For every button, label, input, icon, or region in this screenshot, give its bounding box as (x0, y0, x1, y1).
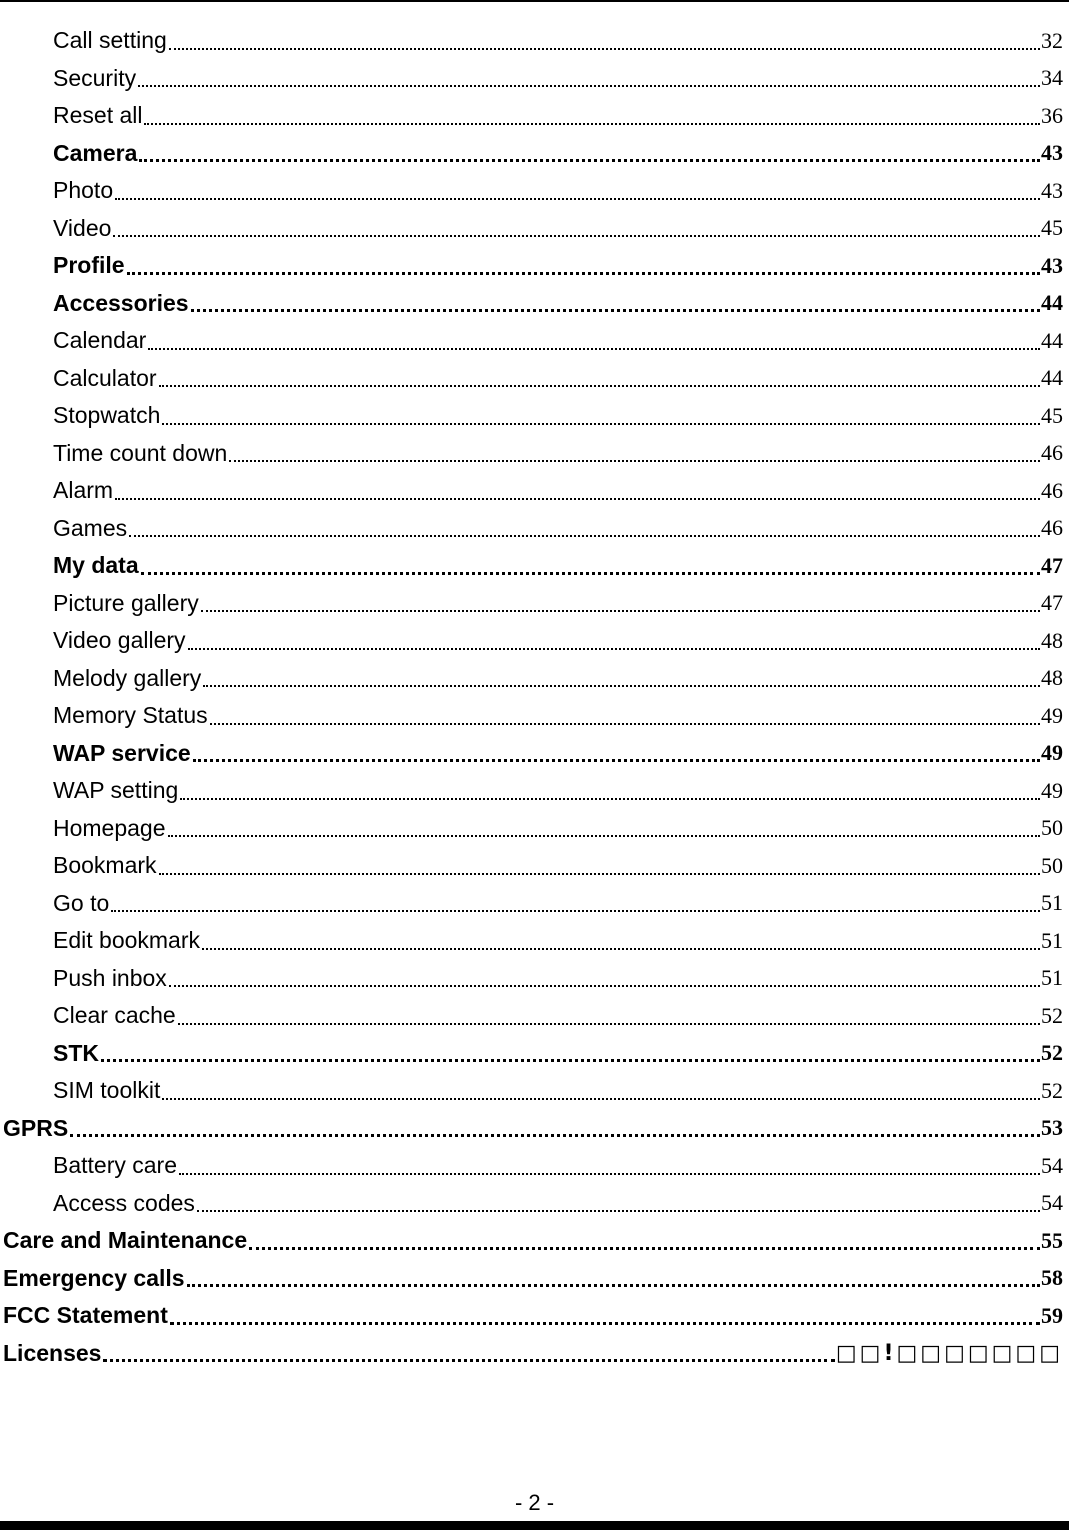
toc-entry[interactable] (0, 885, 1069, 923)
toc-entry[interactable] (0, 810, 1069, 848)
dot-leader (159, 385, 1040, 387)
toc-entry[interactable] (0, 247, 1069, 285)
toc-entry[interactable] (0, 472, 1069, 510)
dot-leader (115, 498, 1040, 500)
dot-leader (193, 759, 1040, 762)
toc-entry-label: STK (53, 1039, 99, 1066)
toc-entry-label: FCC Statement (3, 1302, 168, 1329)
toc-entry-label: Homepage (53, 814, 166, 841)
table-of-contents (0, 22, 1069, 1372)
toc-entry[interactable] (0, 1260, 1069, 1298)
dot-leader (178, 1023, 1040, 1025)
toc-entry-label: Time count down (53, 439, 228, 466)
toc-entry-label: Call setting (53, 27, 167, 54)
toc-entry-page-number: 44 (1041, 365, 1063, 391)
dot-leader (169, 48, 1040, 50)
dot-leader (249, 1247, 1040, 1250)
toc-entry[interactable] (0, 735, 1069, 773)
toc-entry-page-number: 54 (1041, 1190, 1063, 1216)
toc-entry-label: Licenses (3, 1339, 102, 1366)
dot-leader (159, 873, 1040, 875)
toc-entry[interactable] (0, 1222, 1069, 1260)
toc-entry-label: Video gallery (53, 627, 186, 654)
dot-leader (162, 423, 1040, 425)
toc-entry[interactable] (0, 922, 1069, 960)
toc-entry-page-number: 32 (1041, 27, 1063, 53)
toc-entry-label: Accessories (53, 289, 189, 316)
toc-entry-page-number: 51 (1041, 890, 1063, 916)
toc-entry-label: WAP setting (53, 777, 179, 804)
toc-entry[interactable] (0, 360, 1069, 398)
dot-leader (70, 1134, 1040, 1137)
dot-leader (170, 1322, 1040, 1325)
toc-entry-label: Reset all (53, 102, 143, 129)
toc-entry-label: Emergency calls (3, 1264, 185, 1291)
dot-leader (129, 535, 1040, 537)
toc-entry[interactable] (0, 172, 1069, 210)
dot-leader (197, 1210, 1040, 1212)
toc-entry-label: GPRS (3, 1114, 69, 1141)
toc-entry[interactable] (0, 622, 1069, 660)
toc-entry-page-number: 36 (1041, 102, 1063, 128)
toc-entry[interactable] (0, 322, 1069, 360)
toc-entry[interactable] (0, 1035, 1069, 1073)
dot-leader (169, 985, 1040, 987)
toc-entry-label: Access codes (53, 1189, 195, 1216)
bottom-rule (0, 1521, 1069, 1530)
toc-entry-label: Melody gallery (53, 664, 202, 691)
toc-entry-label: Video (53, 214, 112, 241)
toc-entry-page-number: 52 (1041, 1040, 1063, 1066)
toc-entry-label: Calculator (53, 364, 157, 391)
toc-entry-page-number: 46 (1041, 515, 1063, 541)
dot-leader (210, 723, 1040, 725)
toc-entry-label: Picture gallery (53, 589, 199, 616)
toc-entry-label: My data (53, 552, 139, 579)
toc-entry-page-number: 44 (1041, 327, 1063, 353)
toc-entry[interactable] (0, 210, 1069, 248)
toc-entry-page-number: 47 (1041, 552, 1063, 578)
toc-entry-page-number: 34 (1041, 65, 1063, 91)
toc-entry[interactable] (0, 585, 1069, 623)
dot-leader (168, 835, 1040, 837)
toc-entry-page-number: 49 (1041, 740, 1063, 766)
toc-entry-page-number: 46 (1041, 477, 1063, 503)
toc-entry-label: Profile (53, 252, 125, 279)
toc-entry[interactable] (0, 1147, 1069, 1185)
dot-leader (180, 798, 1040, 800)
dot-leader (113, 235, 1040, 237)
toc-entry-page-number: 52 (1041, 1002, 1063, 1028)
toc-entry[interactable] (0, 1072, 1069, 1110)
toc-entry-label: Security (53, 64, 137, 91)
toc-entry-page-number: 53 (1041, 1115, 1063, 1141)
toc-entry-label: Camera (53, 139, 138, 166)
toc-entry-label: Edit bookmark (53, 927, 201, 954)
toc-entry-page-number: 47 (1041, 590, 1063, 616)
toc-entry-page-number: 49 (1041, 777, 1063, 803)
toc-entry[interactable] (0, 1185, 1069, 1223)
toc-entry-page-number: 43 (1041, 140, 1063, 166)
dot-leader (127, 272, 1040, 275)
toc-entry-page-number: 45 (1041, 215, 1063, 241)
toc-entry-page-number: □□!□□□□□□□ (835, 1340, 1063, 1366)
toc-entry[interactable] (0, 510, 1069, 548)
toc-entry-label: Clear cache (53, 1002, 176, 1029)
dot-leader (148, 348, 1040, 350)
toc-entry[interactable] (0, 547, 1069, 585)
dot-leader (203, 685, 1040, 687)
dot-leader (111, 910, 1040, 912)
dot-leader (141, 572, 1040, 575)
dot-leader (115, 198, 1040, 200)
dot-leader (191, 309, 1040, 312)
dot-leader (201, 610, 1040, 612)
dot-leader (229, 460, 1040, 462)
toc-entry-label: SIM toolkit (53, 1077, 161, 1104)
toc-entry-page-number: 50 (1041, 852, 1063, 878)
top-rule (0, 0, 1069, 2)
toc-entry-page-number: 48 (1041, 665, 1063, 691)
toc-entry[interactable] (0, 1297, 1069, 1335)
toc-entry-label: Memory Status (53, 702, 208, 729)
toc-entry-label: Alarm (53, 477, 114, 504)
dot-leader (187, 1284, 1040, 1287)
dot-leader (144, 123, 1040, 125)
dot-leader (103, 1359, 834, 1362)
toc-entry-page-number: 44 (1041, 290, 1063, 316)
dot-leader (138, 85, 1040, 87)
toc-entry-page-number: 45 (1041, 402, 1063, 428)
page-number: - 2 - (514, 1490, 555, 1515)
toc-entry[interactable] (0, 60, 1069, 98)
toc-entry-page-number: 51 (1041, 927, 1063, 953)
toc-entry-label: Push inbox (53, 964, 167, 991)
toc-entry[interactable] (0, 1110, 1069, 1148)
toc-entry[interactable] (0, 660, 1069, 698)
toc-entry[interactable] (0, 397, 1069, 435)
toc-entry[interactable] (0, 997, 1069, 1035)
toc-entry-label: Stopwatch (53, 402, 161, 429)
dot-leader (188, 648, 1040, 650)
toc-entry-page-number: 52 (1041, 1077, 1063, 1103)
toc-entry-page-number: 43 (1041, 177, 1063, 203)
dot-leader (162, 1098, 1040, 1100)
toc-entry[interactable] (0, 1335, 1069, 1373)
toc-entry-label: Care and Maintenance (3, 1227, 248, 1254)
toc-entry-page-number: 54 (1041, 1152, 1063, 1178)
toc-entry[interactable] (0, 772, 1069, 810)
toc-entry-page-number: 59 (1041, 1302, 1063, 1328)
toc-entry[interactable] (0, 847, 1069, 885)
toc-entry[interactable] (0, 97, 1069, 135)
toc-entry-label: Calendar (53, 327, 147, 354)
toc-entry-label: WAP service (53, 739, 191, 766)
toc-entry-page-number: 58 (1041, 1265, 1063, 1291)
dot-leader (202, 948, 1040, 950)
toc-entry-page-number: 48 (1041, 627, 1063, 653)
toc-entry[interactable] (0, 435, 1069, 473)
toc-entry[interactable] (0, 22, 1069, 60)
dot-leader (101, 1059, 1040, 1062)
toc-entry[interactable] (0, 135, 1069, 173)
dot-leader (179, 1173, 1040, 1175)
toc-entry-page-number: 55 (1041, 1227, 1063, 1253)
toc-entry-label: Games (53, 514, 128, 541)
toc-entry-page-number: 43 (1041, 252, 1063, 278)
toc-entry-page-number: 49 (1041, 702, 1063, 728)
toc-entry[interactable] (0, 697, 1069, 735)
toc-entry-label: Battery care (53, 1152, 177, 1179)
toc-entry-page-number: 46 (1041, 440, 1063, 466)
toc-entry-label: Go to (53, 889, 110, 916)
dot-leader (139, 159, 1040, 162)
toc-entry-label: Photo (53, 177, 114, 204)
toc-entry[interactable] (0, 285, 1069, 323)
toc-entry-page-number: 51 (1041, 965, 1063, 991)
toc-entry-label: Bookmark (53, 852, 157, 879)
toc-entry[interactable] (0, 960, 1069, 998)
toc-entry-page-number: 50 (1041, 815, 1063, 841)
